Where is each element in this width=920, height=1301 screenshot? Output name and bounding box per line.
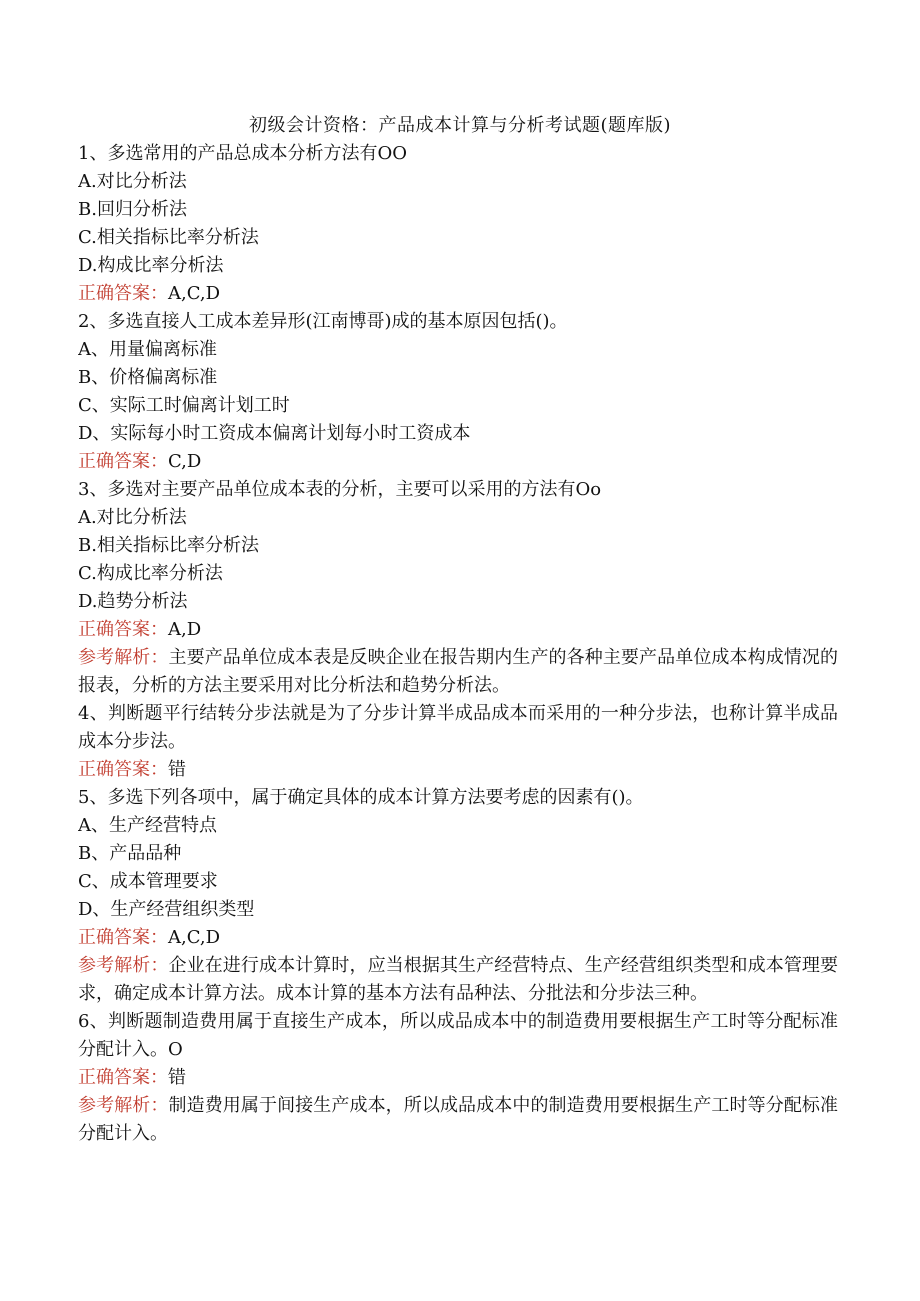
question-stem: 1、多选常用的产品总成本分析方法有OO	[78, 143, 407, 164]
answer-value: A,C,D	[168, 927, 221, 948]
option-b: B、价格偏离标准	[78, 367, 218, 388]
option-c: C、实际工时偏离计划工时	[78, 395, 290, 416]
question-5	[78, 784, 838, 1008]
answer-row	[78, 448, 838, 476]
answer-value: A,D	[168, 619, 202, 640]
answer-row	[78, 1064, 838, 1092]
option-b: B.相关指标比率分析法	[78, 535, 259, 556]
option-a: A、用量偏离标准	[78, 339, 217, 360]
answer-value: C,D	[168, 451, 202, 472]
answer-row	[78, 280, 838, 308]
question-4	[78, 700, 838, 784]
analysis-label: 参考解析：	[78, 955, 169, 976]
answer-row	[78, 924, 838, 952]
answer-value: A,C,D	[168, 283, 221, 304]
answer-label: 正确答案：	[78, 283, 168, 304]
answer-value: 错	[168, 759, 186, 780]
answer-label: 正确答案：	[78, 759, 168, 780]
option-c: C.构成比率分析法	[78, 563, 223, 584]
option-a: A.对比分析法	[78, 507, 187, 528]
question-1	[78, 140, 838, 308]
question-stem: 4、判断题平行结转分步法就是为了分步计算半成品成本而采用的一种分步法，也称计算半成品成本分步法。	[78, 703, 838, 752]
analysis-text: 企业在进行成本计算时，应当根据其生产经营特点、生产经营组织类型和成本管理要求，确定成本计算方法。成本计算的基本方法有品种法、分批法和分步法三种。	[78, 955, 839, 1004]
option-c: C.相关指标比率分析法	[78, 227, 259, 248]
option-d: D.构成比率分析法	[78, 255, 224, 276]
answer-label: 正确答案：	[78, 1067, 168, 1088]
document-title: 初级会计资格：产品成本计算与分析考试题(题库版)	[248, 115, 672, 136]
option-d: D.趋势分析法	[78, 591, 188, 612]
option-a: A.对比分析法	[78, 171, 187, 192]
question-stem: 2、多选直接人工成本差异形(江南博哥)成的基本原因包括()。	[78, 311, 568, 332]
question-list	[78, 140, 838, 1148]
answer-row	[78, 756, 838, 784]
option-c: C、成本管理要求	[78, 871, 218, 892]
analysis-row	[78, 1092, 838, 1148]
answer-row	[78, 616, 838, 644]
option-b: B、产品品种	[78, 843, 182, 864]
question-3	[78, 476, 838, 700]
question-stem: 5、多选下列各项中，属于确定具体的成本计算方法要考虑的因素有()。	[78, 787, 644, 808]
analysis-label: 参考解析：	[78, 1095, 169, 1116]
analysis-row	[78, 952, 838, 1008]
answer-value: 错	[168, 1067, 186, 1088]
question-stem: 6、判断题制造费用属于直接生产成本，所以成品成本中的制造费用要根据生产工时等分配标准分配计入。O	[78, 1011, 838, 1060]
option-d: D、生产经营组织类型	[78, 899, 255, 920]
question-2	[78, 308, 838, 476]
analysis-text: 主要产品单位成本表是反映企业在报告期内生产的各种主要产品单位成本构成情况的报表，分析的方法主要采用对比分析法和趋势分析法。	[78, 647, 839, 696]
analysis-row	[78, 644, 838, 700]
question-6	[78, 1008, 838, 1148]
answer-label: 正确答案：	[78, 927, 168, 948]
answer-label: 正确答案：	[78, 619, 168, 640]
question-stem: 3、多选对主要产品单位成本表的分析，主要可以采用的方法有Oo	[78, 479, 602, 500]
analysis-label: 参考解析：	[78, 647, 169, 668]
option-d: D、实际每小时工资成本偏离计划每小时工资成本	[78, 423, 471, 444]
analysis-text: 制造费用属于间接生产成本，所以成品成本中的制造费用要根据生产工时等分配标准分配计入。	[78, 1095, 839, 1144]
option-a: A、生产经营特点	[78, 815, 217, 836]
answer-label: 正确答案：	[78, 451, 168, 472]
option-b: B.回归分析法	[78, 199, 187, 220]
